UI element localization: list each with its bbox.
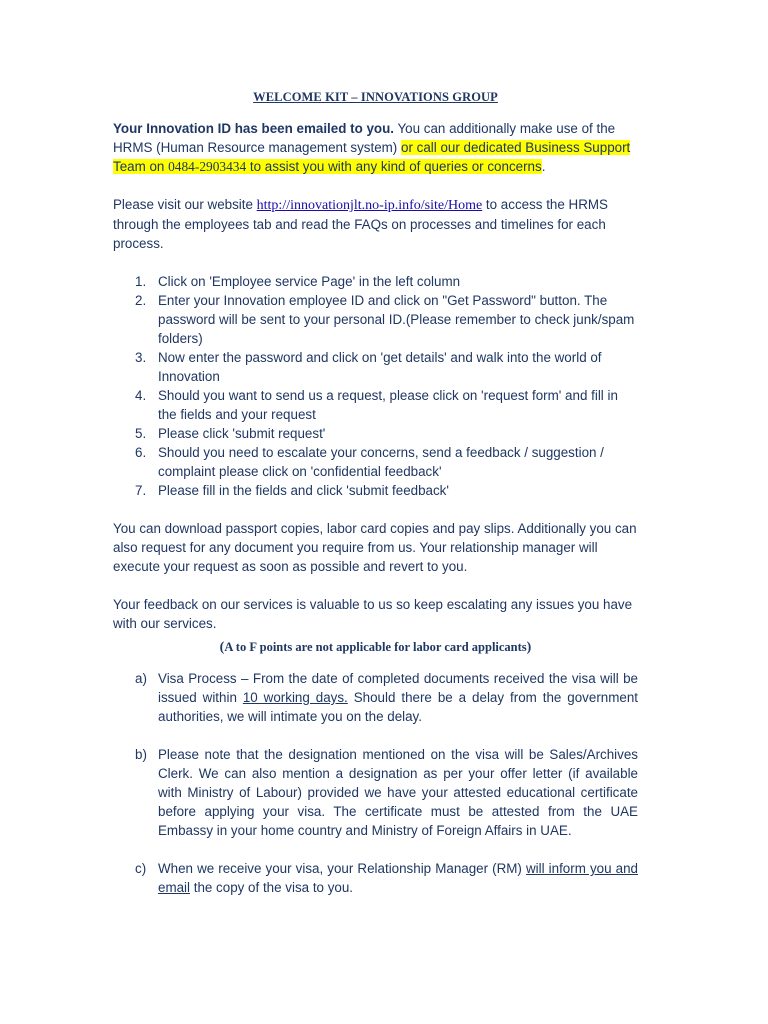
point-underline: will inform you and email [158, 861, 638, 895]
feedback-paragraph: Your feedback on our services is valuable to us so keep escalating any issues you have with our services. [113, 597, 633, 631]
list-item [113, 348, 638, 386]
note-open-paren: ( [219, 640, 225, 655]
intro-bold-lead: Your Innovation ID has been emailed to you. [113, 121, 394, 136]
step-text: Now enter the password and click on 'get details' and walk into the world of Innovation [158, 350, 602, 384]
step-text: Please click 'submit request' [158, 426, 326, 441]
step-number: 3. [135, 350, 147, 365]
step-number: 6. [135, 445, 147, 460]
step-number: 5. [135, 426, 147, 441]
step-text: Should you need to escalate your concerns, send a feedback / suggestion / complaint please click on 'confidential feedback' [158, 445, 604, 479]
download-paragraph: You can download passport copies, labor card copies and pay slips. Additionally you can also request for any document you require from us. Your relationship manager will execute your request as soon as possible and revert to you. [113, 521, 637, 574]
step-number: 2. [135, 293, 147, 308]
intro-text: You can additionally make use of the HRMS (Human Resource management system) [113, 121, 616, 155]
document-title: WELCOME KIT – INNOVATIONS GROUP [253, 90, 498, 104]
website-text-2: to access the HRMS through the employees tab and read the FAQs on processes and timelines for each process. [113, 197, 608, 251]
website-paragraph [113, 195, 638, 253]
steps-list [113, 272, 638, 500]
point-underline: 10 working days. [242, 690, 348, 705]
point-text: Visa Process – From the date of completed documents received the visa will be issued within [158, 671, 638, 705]
website-text-1: Please visit our website [113, 197, 257, 212]
support-phone: 0484-2903434 [168, 159, 247, 174]
list-item [113, 745, 638, 840]
step-number: 4. [135, 388, 147, 403]
point-label: b) [135, 747, 147, 762]
intro-end: . [541, 159, 546, 174]
step-text: Should you want to send us a request, please click on 'request form' and fill in the fields and your request [158, 388, 618, 422]
intro-paragraph [113, 119, 638, 176]
list-item [113, 443, 638, 481]
points-list [113, 669, 638, 897]
list-item [113, 386, 638, 424]
point-text: Should there be a delay from the government authorities, we will intimate you on the delay. [158, 690, 639, 724]
list-item [113, 669, 638, 726]
step-number: 7. [135, 483, 147, 498]
step-number: 1. [135, 274, 147, 289]
intro-highlight-1: or call our dedicated Business Support Team on [113, 140, 631, 174]
list-item [113, 291, 638, 348]
document-page [113, 88, 638, 916]
point-text: the copy of the visa to you. [190, 880, 354, 895]
step-text: Enter your Innovation employee ID and click on "Get Password" button. The password will be sent to your personal ID.(Please remember to check junk/spam folders) [158, 293, 635, 346]
list-item [113, 272, 638, 291]
intro-highlight-2: to assist you with any kind of queries or concerns [246, 159, 542, 174]
website-link[interactable]: http://innovationjlt.no-ip.info/site/Home [256, 198, 483, 213]
step-text: Click on 'Employee service Page' in the left column [158, 274, 461, 289]
applicability-note [113, 638, 638, 657]
note-text: A to F points are not applicable for labor card applicants [224, 640, 527, 654]
list-item [113, 481, 638, 500]
point-text: When we receive your visa, your Relationship Manager (RM) [158, 861, 526, 876]
list-item [113, 859, 638, 897]
point-label: c) [135, 861, 147, 876]
note-close-paren: ) [526, 640, 532, 655]
step-text: Please fill in the fields and click 'submit feedback' [158, 483, 449, 498]
list-item [113, 424, 638, 443]
point-label: a) [135, 671, 147, 686]
point-text: Please note that the designation mentioned on the visa will be Sales/Archives Clerk. We can also mention a designation as per your offer letter (if available with Ministry of Labour) provided we have your attested educational certificate before applying your visa. The certificate must be attested from the UAE Embassy in your home country and Ministry of Foreign Affairs in UAE. [158, 747, 638, 838]
